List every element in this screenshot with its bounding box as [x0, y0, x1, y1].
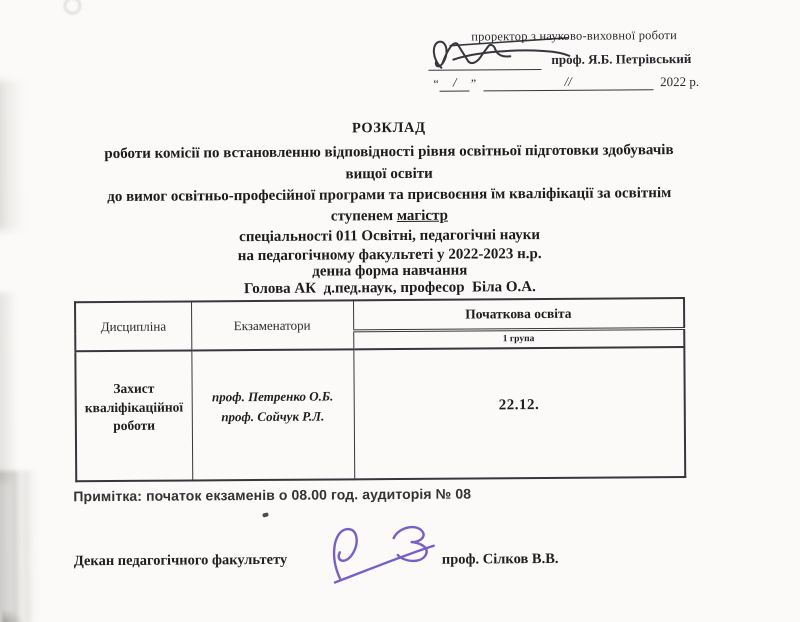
heading-line-1: роботи комісії по встановленню відповідності рівня освітньої підготовки здобувачів [104, 142, 674, 163]
approval-year: 2022 р. [660, 73, 700, 90]
cell-discipline: Захист кваліфікаційної роботи [75, 350, 192, 481]
header-cell-group: 1 група [353, 329, 684, 350]
header-cell-discipline: Дисципліна [75, 301, 191, 351]
cell-examiners: проф. Петренко О.Б. проф. Сойчук Р.Л. [191, 349, 354, 480]
heading-line-2: вищої освіти [345, 165, 433, 183]
table-row [75, 347, 685, 481]
dean-signature [317, 520, 448, 601]
heading-degree-line [9, 205, 769, 227]
heading-faculty: на педагогічному факультеті у 2022-2023 н.р. [237, 246, 542, 265]
day-blank-line: / [440, 75, 470, 92]
quote-close: ” [470, 76, 477, 91]
dean-label: Декан педагогічного факультету [73, 551, 288, 570]
cell-exam-date: 22.12. [353, 347, 685, 479]
ink-dot-artifact [262, 512, 269, 517]
approval-role-line: проректор з науково-виховної роботи [471, 28, 678, 44]
schedule-table [74, 297, 686, 482]
heading-study-form: денна форма навчання [312, 262, 468, 280]
approval-signer-name: проф. Я.Б. Петрівський [551, 50, 692, 67]
signature-line [428, 69, 541, 71]
scan-corner-smudge [2, 609, 24, 622]
scan-smudge-left-middle [0, 293, 17, 483]
note-line: Примітка: початок екзаменів о 08.00 год. аудиторія № 08 [73, 485, 472, 505]
approval-date-line [432, 72, 699, 92]
header-cell-program: Початкова освіта [353, 298, 684, 331]
degree-prefix: ступенем [330, 208, 397, 225]
heading-line-3: до вимог освітньо-професійної програми та присвоєння їм кваліфікації за освітнім [107, 185, 672, 206]
scan-smudge-left-bottom [0, 471, 40, 622]
document-title: РОЗКЛАД [351, 119, 426, 137]
quote-open: “ [433, 76, 439, 91]
scan-ring-artifact [64, 0, 81, 14]
table-header-row-1 [75, 298, 684, 333]
heading-specialty: спеціальності 011 Освітні, педагогічні науки [239, 227, 541, 246]
heading-commission-head: Голова АК д.пед.наук, професор Біла О.А. [243, 279, 536, 298]
month-blank-line: // [483, 73, 653, 91]
header-cell-examiners: Екзаменатори [191, 300, 353, 350]
degree-word-underlined: магістр [396, 207, 448, 225]
dean-name: проф. Сілков В.В. [441, 550, 559, 568]
